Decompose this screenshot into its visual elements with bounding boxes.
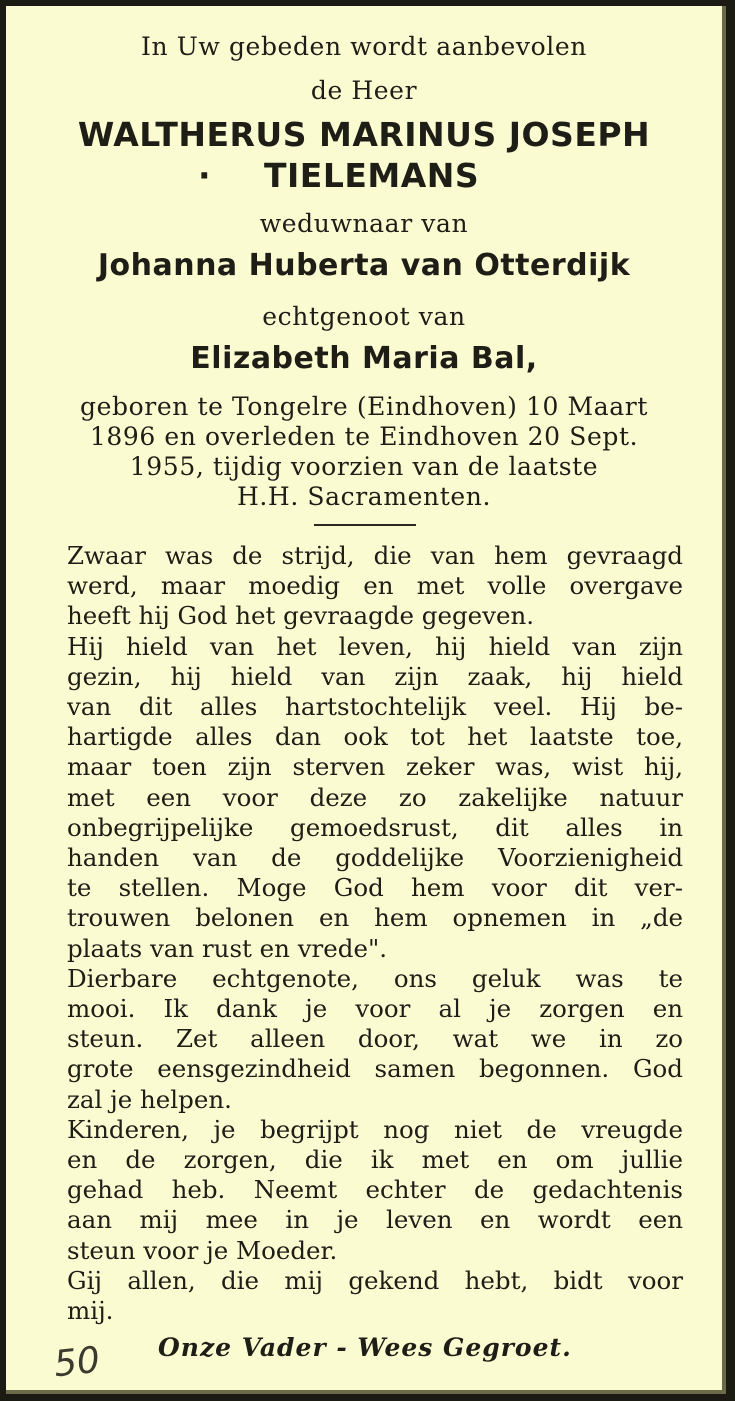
- text-line: met een voor deze zo zakelijke natuur: [67, 782, 683, 812]
- text-line: te stellen. Moge God hem voor dit ver-: [67, 873, 683, 903]
- text-line: Hij hield van het leven, hij hield van zijn: [67, 631, 683, 661]
- text-line: aan mij mee in je leven en wordt een: [67, 1205, 683, 1235]
- text-line: van dit alles hartstochtelijk veel. Hij be-: [67, 692, 683, 722]
- deceased-name-line1: WALTHERUS MARINUS JOSEPH: [77, 115, 651, 154]
- text-line: handen van de goddelijke Voorzienigheid: [67, 843, 683, 873]
- intro-line: In Uw gebeden wordt aanbevolen: [141, 32, 587, 61]
- text-line: heeft hij God het gevraagde gegeven.: [67, 601, 535, 631]
- widower-line: weduwnaar van: [259, 209, 469, 238]
- text-line: grote eensgezindheid samen begonnen. God: [67, 1054, 683, 1084]
- text-line: steun. Zet alleen door, wat we in zo: [67, 1024, 683, 1054]
- text-line: maar toen zijn sterven zeker was, wist hij,: [67, 752, 683, 782]
- divider-rule: [314, 524, 416, 526]
- text-line: zal je helpen.: [67, 1084, 232, 1114]
- text-line: Gij allen, die mij gekend hebt, bidt voor: [67, 1265, 683, 1295]
- memorial-text: [67, 541, 683, 1326]
- text-line: werd, maar moedig en met volle overgave: [67, 571, 683, 601]
- name-dot: ·: [198, 156, 212, 195]
- life-line-4: H.H. Sacramenten.: [236, 482, 492, 511]
- life-line-3: 1955, tijdig voorzien van de laatste: [129, 452, 599, 481]
- memorial-card: [6, 6, 726, 1394]
- text-line: onbegrijpelijke gemoedsrust, dit alles in: [67, 812, 683, 842]
- spouse-line: echtgenoot van: [262, 302, 466, 331]
- text-line: gehad heb. Neemt echter de gedachtenis: [67, 1175, 683, 1205]
- second-wife-name: Elizabeth Maria Bal,: [190, 341, 538, 376]
- text-line: mooi. Ik dank je voor al je zorgen en: [67, 994, 683, 1024]
- closing-prayers: Onze Vader - Wees Gegroet.: [158, 1333, 572, 1362]
- text-line: Dierbare echtgenote, ons geluk was te: [67, 963, 683, 993]
- title-line: de Heer: [310, 76, 418, 105]
- text-line: hartigde alles dan ook tot het laatste toe,: [67, 722, 683, 752]
- text-line: mij.: [67, 1296, 114, 1326]
- handwritten-number: 50: [51, 1339, 102, 1386]
- life-line-2: 1896 en overleden te Eindhoven 20 Sept.: [89, 422, 639, 451]
- text-line: plaats van rust en vrede".: [67, 933, 388, 963]
- first-wife-name: Johanna Huberta van Otterdijk: [97, 248, 631, 283]
- text-line: trouwen belonen en hem opnemen in „de: [67, 903, 683, 933]
- text-line: gezin, hij hield van zijn zaak, hij hield: [67, 661, 683, 691]
- deceased-surname: TIELEMANS: [264, 156, 480, 195]
- text-line: Zwaar was de strijd, die van hem gevraagd: [67, 541, 683, 570]
- text-line: en de zorgen, die ik met en om jullie: [67, 1145, 683, 1175]
- text-line: Kinderen, je begrijpt nog niet de vreugde: [67, 1114, 683, 1144]
- life-line-1: geboren te Tongelre (Eindhoven) 10 Maart: [80, 392, 648, 421]
- text-line: steun voor je Moeder.: [67, 1235, 338, 1265]
